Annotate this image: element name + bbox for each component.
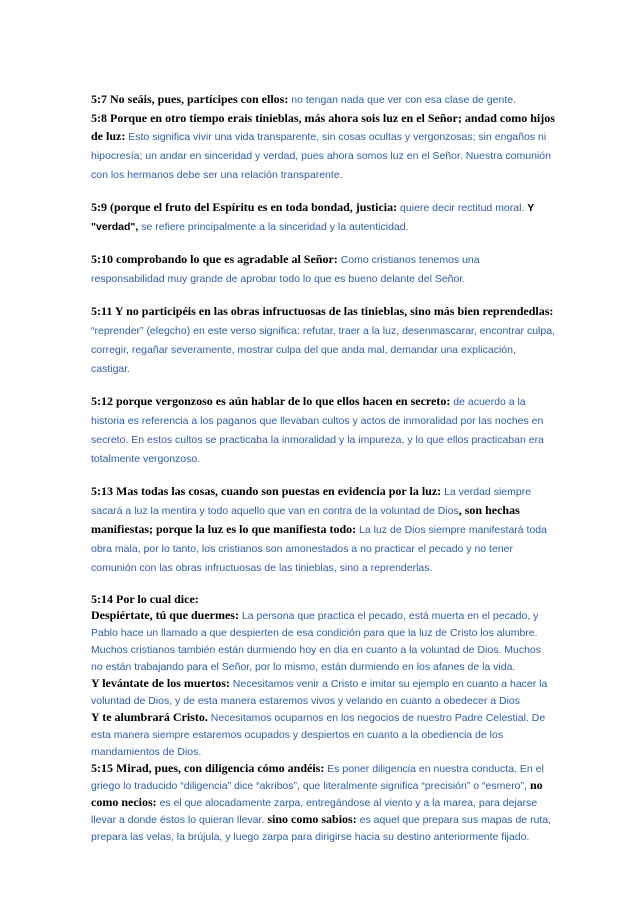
verse-text: 5:10 comprobando lo que es agradable al Señor: bbox=[91, 252, 338, 266]
verse-5-8 bbox=[91, 109, 555, 184]
verse-text: 5:12 porque vergonzoso es aún hablar de lo que ellos hacen en secreto: bbox=[91, 394, 451, 408]
commentary-emphasis: Y "verdad", bbox=[91, 202, 535, 233]
verse-text: Despiértate, tú que duermes: bbox=[91, 608, 239, 622]
commentary-text: no tengan nada que ver con esa clase de gente. bbox=[288, 94, 517, 106]
verse-5-14 bbox=[91, 591, 555, 760]
verse-text: Y levántate de los muertos: bbox=[91, 676, 230, 690]
commentary-text: La luz de Dios siempre manifestará toda obra mala, por lo tanto, los cristianos son amonestados a no practicar el pecado y no tener comunión con las obras infructuosas de las tinieblas, sino a reprenderlas. bbox=[91, 524, 547, 574]
verse-text: Y te alumbrará Cristo. bbox=[91, 710, 208, 724]
verse-5-11 bbox=[91, 302, 555, 378]
verse-5-13 bbox=[91, 482, 555, 577]
commentary-text: Necesitamos venir a Cristo e imitar su ejemplo en cuanto a hacer la voluntad de Dios, y de esta manera estaremos vivos y velando en cuanto a obedecer a Dios bbox=[91, 678, 548, 707]
commentary-text: es el que alocadamente zarpa, entregándose al viento y a la marea, para dejarse llevar a donde éstos lo quieran llevar. bbox=[91, 797, 538, 826]
verse-line bbox=[91, 709, 555, 760]
verse-text: 5:13 Mas todas las cosas, cuando son puestas en evidencia por la luz: bbox=[91, 484, 442, 498]
verse-text: no como necios: bbox=[91, 778, 543, 809]
verse-line bbox=[91, 675, 555, 709]
verse-text: , son hechas manifiestas; porque la luz es lo que manifiesta todo: bbox=[91, 503, 520, 536]
verse-5-15 bbox=[91, 760, 555, 845]
verse-text: 5:8 Porque en otro tiempo erais tinieblas, más ahora sois luz en el Señor; andad como hijos de luz: bbox=[91, 111, 555, 143]
commentary-text: La verdad siempre sacará a luz la mentira y todo aquello que van en contra de la voluntad de Dios bbox=[91, 486, 532, 517]
commentary-text: es aquel que prepara sus mapas de ruta, prepara las velas, la brújula, y luego zarpa para dirigirse hacia su destino anteriormente fijado. bbox=[91, 814, 552, 843]
commentary-text: La persona que practica el pecado, está muerta en el pecado, y Pablo hace un llamado a que despierten de esa condición para que la luz de Cristo los alumbre. Muchos cristianos también están durmiendo hoy en día en cuanto a la voluntad de Dios. Muchos no están trabajando para el Señor, por lo mismo, están durmiendo en los afanes de la vida. bbox=[91, 610, 542, 673]
verse-heading bbox=[91, 591, 555, 607]
verse-text: 5:15 Mirad, pues, con diligencia cómo andéis: bbox=[91, 761, 325, 775]
commentary-text: Es poner diligencia en nuestra conducta. En el griego lo traducido “diligencia” dice “akribos”, que literalmente significa “precisión” o “esmero”, bbox=[91, 763, 544, 792]
commentary-text: Necesitamos ocuparnos en los negocios de nuestro Padre Celestial. De esta manera siempre estaremos ocupados y despiertos en cuanto a la obediencia de los mandamientos de Dios. bbox=[91, 712, 546, 758]
commentary-text: “reprender” (elegcho) en este verso significa: refutar, traer a la luz, desenmascarar, encontrar culpa, corregir, regañar severamente, mostrar culpa del que anda mal, demandar una explicación, castigar. bbox=[91, 325, 555, 375]
commentary-text: Esto significa vivir una vida transparente, sin cosas ocultas y vergonzosas; sin engaños ni hipocresía; un andar en sinceridad y verdad, pues ahora somos luz en el Señor. Nuestra comunión con los hermanos debe ser una relación transparente. bbox=[91, 131, 551, 181]
verse-5-7 bbox=[91, 92, 555, 107]
verse-text: 5:9 (porque el fruto del Espíritu es en toda bondad, justicia: bbox=[91, 200, 398, 214]
verse-text: sino como sabios: bbox=[264, 812, 357, 826]
verse-5-12 bbox=[91, 392, 555, 468]
verse-text: 5:7 No seáis, pues, partícipes con ellos: bbox=[91, 92, 289, 106]
verse-5-10 bbox=[91, 250, 555, 288]
commentary-text: Como cristianos tenemos una responsabilidad muy grande de aprobar todo lo que es bueno delante del Señor. bbox=[91, 254, 480, 285]
verse-line bbox=[91, 607, 555, 675]
verse-5-9 bbox=[91, 198, 555, 236]
document-page bbox=[91, 92, 555, 845]
commentary-text: de acuerdo a la historia es referencia a los paganos que llevaban cultos y actos de inmoralidad por las noches en secreto. En estos cultos se practicaba la inmoralidad y la impureza, y lo que ellos practicaban era totalmente vergonzoso. bbox=[91, 396, 544, 465]
commentary-text: se refiere principalmente a la sinceridad y la autenticidad. bbox=[138, 221, 409, 233]
verse-text: 5:14 Por lo cual dice: bbox=[91, 592, 199, 606]
commentary-text: quiere decir rectitud moral. bbox=[397, 202, 528, 214]
verse-text: 5:11 Y no participéis en las obras infructuosas de las tinieblas, sino más bien reprendedlas: bbox=[91, 304, 554, 318]
